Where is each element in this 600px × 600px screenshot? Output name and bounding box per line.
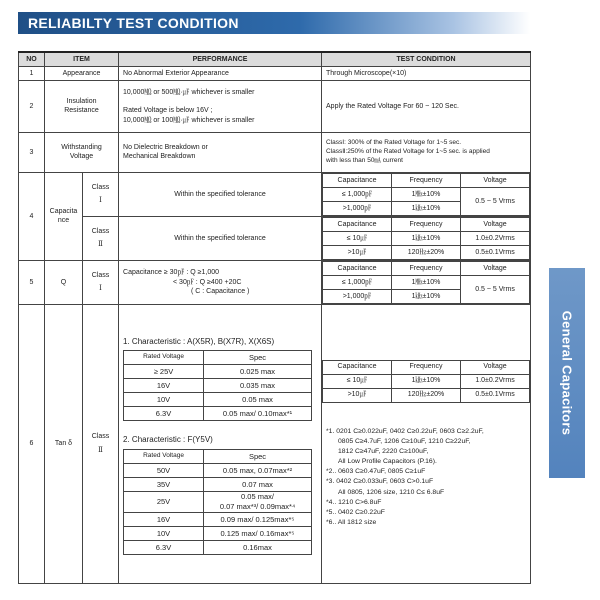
footnote: 1812 C≥47uF, 2220 C≥100uF, xyxy=(338,447,429,455)
class-label xyxy=(83,216,119,260)
spec-value: 0.09 max/ 0.125max*⁵ xyxy=(204,513,312,527)
spec-rated-voltage: 50V xyxy=(124,464,204,478)
class-number: Ⅰ xyxy=(99,196,102,205)
sub-cell: ≤ 1,000㎊ xyxy=(323,275,392,289)
spec-value: 0.035 max xyxy=(204,379,312,393)
footnote: *3. 0402 C≥0.033uF, 0603 C>0.1uF xyxy=(326,478,434,486)
row-no: 4 xyxy=(19,172,45,260)
performance-line: Rated Voltage is below 16V ; xyxy=(123,107,213,115)
sub-cell: 1㎑±10% xyxy=(392,231,461,245)
sub-header: Voltage xyxy=(461,261,530,275)
spec-value-line: 0.07 max*³/ 0.09max*⁴ xyxy=(219,502,296,512)
sub-cell: >1,000㎊ xyxy=(323,289,392,303)
test-line: ClassⅡ:250% of the Rated Voltage for 1~5 sec. is applied xyxy=(326,148,490,156)
performance-line: Capacitance ≥ 30㎊ : Q ≥1,000 xyxy=(123,269,220,277)
row-performance xyxy=(119,260,322,304)
spec-value xyxy=(204,492,312,513)
sub-cell: 1㎑±10% xyxy=(392,201,461,215)
row-test-condition: Apply the Rated Voltage For 60 ~ 120 Sec. xyxy=(322,80,531,132)
footnote: *6.. All 1812 size xyxy=(326,519,377,527)
sub-cell: >10㎌ xyxy=(323,245,392,259)
sub-cell: >10㎌ xyxy=(323,388,392,402)
table-row xyxy=(19,80,531,132)
row-item xyxy=(45,172,83,260)
footnotes xyxy=(322,427,530,529)
footnote: *4.. 1210 C>6.8uF xyxy=(326,498,382,506)
spec-rated-voltage: 10V xyxy=(124,393,204,407)
side-tab[interactable] xyxy=(549,268,585,478)
sub-header: Frequency xyxy=(392,173,461,187)
test-sub-table xyxy=(322,360,530,403)
row-test-condition xyxy=(322,172,531,216)
sub-cell: ≤ 10㎌ xyxy=(323,374,392,388)
test-line: with less than 50㎃ current xyxy=(326,156,403,164)
performance-line: Mechanical Breakdown xyxy=(123,153,196,161)
table-row xyxy=(19,304,531,583)
spec-header-rated-voltage: Rated Voltage xyxy=(124,351,204,365)
class-label xyxy=(83,260,119,304)
page-title: RELIABILTY TEST CONDITION xyxy=(28,15,239,31)
sub-cell: 120㎐±20% xyxy=(392,388,461,402)
row-test-condition xyxy=(322,260,531,304)
col-header-performance: PERFORMANCE xyxy=(119,52,322,66)
class-word: Class xyxy=(91,433,110,441)
sub-header: Voltage xyxy=(461,360,530,374)
row-performance: No Abnormal Exterior Appearance xyxy=(119,66,322,80)
row-item: Appearance xyxy=(45,66,119,80)
performance-line: < 30㎊ : Q ≥400 +20C xyxy=(173,278,242,286)
class-number: Ⅱ xyxy=(98,445,103,454)
row-performance: Within the specified tolerance xyxy=(119,172,322,216)
item-line: Insulation xyxy=(66,98,97,105)
sub-cell: 0.5 ~ 5 Vrms xyxy=(461,275,530,303)
row-no: 1 xyxy=(19,66,45,80)
spec-rated-voltage: 16V xyxy=(124,379,204,393)
table-row xyxy=(19,132,531,172)
characteristic-title: 1. Characteristic : A(X5R), B(X7R), X(X6S) xyxy=(123,336,275,346)
spec-rated-voltage: 6.3V xyxy=(124,541,204,555)
col-header-test-condition: TEST CONDITION xyxy=(322,52,531,66)
item-line: Withstanding xyxy=(61,144,102,151)
sub-header: Frequency xyxy=(392,217,461,231)
test-sub-table xyxy=(322,261,530,304)
sub-header: Frequency xyxy=(392,261,461,275)
row-no: 2 xyxy=(19,80,45,132)
row-item xyxy=(45,132,119,172)
row-test-condition xyxy=(322,132,531,172)
side-tab-label: General Capacitors xyxy=(559,310,575,436)
class-label xyxy=(83,172,119,216)
row-no: 3 xyxy=(19,132,45,172)
performance-line: 10,000㏁ or 500㏁·㎌ whichever is smaller xyxy=(123,88,255,96)
spec-value-line: 0.05 max/ xyxy=(241,492,274,502)
section-header-bar xyxy=(18,12,530,34)
col-header-item: ITEM xyxy=(45,52,119,66)
sub-cell: 120㎐±20% xyxy=(392,245,461,259)
sub-cell: 1.0±0.2Vrms xyxy=(461,374,530,388)
spec-value: 0.16max xyxy=(204,541,312,555)
test-sub-table xyxy=(322,173,530,216)
spec-value: 0.07 max xyxy=(204,478,312,492)
performance-line: ( C : Capacitance ) xyxy=(191,288,250,296)
footnote: 0805 C≥4.7uF, 1206 C≥10uF, 1210 C≥22uF, xyxy=(338,437,471,445)
sub-header: Voltage xyxy=(461,173,530,187)
spec-rated-voltage: 25V xyxy=(124,492,204,513)
sub-cell: 0.5±0.1Vrms xyxy=(461,388,530,402)
sub-header: Capacitance xyxy=(323,360,392,374)
row-no: 5 xyxy=(19,260,45,304)
col-header-no: NO xyxy=(19,52,45,66)
row-performance: Within the specified tolerance xyxy=(119,216,322,260)
spec-value: 0.025 max xyxy=(204,365,312,379)
sub-cell: ≤ 1,000㎊ xyxy=(323,187,392,201)
item-line: Resistance xyxy=(64,107,99,115)
table-row xyxy=(19,66,531,80)
row-item xyxy=(45,80,119,132)
spec-rated-voltage: 35V xyxy=(124,478,204,492)
spec-value: 0.05 max/ 0.10max*¹ xyxy=(204,407,312,421)
spec-value: 0.125 max/ 0.16max*⁵ xyxy=(204,527,312,541)
table-header-row xyxy=(19,52,531,66)
row-test-condition xyxy=(322,304,531,583)
sub-cell: >1,000㎊ xyxy=(323,201,392,215)
sub-cell: 1㎒±10% xyxy=(392,275,461,289)
reliability-table xyxy=(18,51,531,584)
performance-line: 10,000㏁ or 100㏁·㎌ whichever is smaller xyxy=(123,116,255,124)
sub-header: Frequency xyxy=(392,360,461,374)
row-item: Tan δ xyxy=(45,304,83,583)
spec-rated-voltage: 16V xyxy=(124,513,204,527)
characteristic-title: 2. Characteristic : F(Y5V) xyxy=(123,435,213,445)
row-no: 6 xyxy=(19,304,45,583)
table-row xyxy=(19,260,531,304)
spec-header-rated-voltage: Rated Voltage xyxy=(124,450,204,464)
item-line: nce xyxy=(57,217,70,225)
footnote: *5.. 0402 C≥0.22uF xyxy=(326,509,385,517)
footnote: All 0805, 1206 size, 1210 C≤ 6.8uF xyxy=(338,488,445,496)
sub-header: Capacitance xyxy=(323,173,392,187)
footnote: All Low Profile Capacitors (P.16). xyxy=(338,458,437,466)
sub-cell: 1.0±0.2Vrms xyxy=(461,231,530,245)
footnote: *1. 0201 C≥0.022uF, 0402 C≥0.22uF, 0603 C≥2.2uF, xyxy=(326,427,484,435)
sub-cell: 1㎑±10% xyxy=(392,289,461,303)
sub-header: Capacitance xyxy=(323,261,392,275)
spec-rated-voltage: 6.3V xyxy=(124,407,204,421)
row-performance xyxy=(119,132,322,172)
row-item: Q xyxy=(45,260,83,304)
footnote: *2.. 0603 C≥0.47uF, 0805 C≥1uF xyxy=(326,468,426,476)
sub-cell: ≤ 10㎌ xyxy=(323,231,392,245)
sub-header: Voltage xyxy=(461,217,530,231)
item-line: Capacita xyxy=(49,208,78,215)
sub-cell: 0.5±0.1Vrms xyxy=(461,245,530,259)
spec-rated-voltage: ≥ 25V xyxy=(124,365,204,379)
row-test-condition: Through Microscope(×10) xyxy=(322,66,531,80)
class-number: Ⅰ xyxy=(99,284,102,293)
class-number: Ⅱ xyxy=(98,240,103,249)
spec-header-spec: Spec xyxy=(204,450,312,464)
spec-value: 0.05 max, 0.07max*² xyxy=(204,464,312,478)
class-label xyxy=(83,304,119,583)
spec-header-spec: Spec xyxy=(204,351,312,365)
class-word: Class xyxy=(91,183,110,191)
spec-rated-voltage: 10V xyxy=(124,527,204,541)
sub-header: Capacitance xyxy=(323,217,392,231)
row-performance xyxy=(119,304,322,583)
table-row xyxy=(19,172,531,216)
spec-value: 0.05 max xyxy=(204,393,312,407)
class-word: Class xyxy=(91,271,110,279)
sub-cell: 0.5 ~ 5 Vrms xyxy=(461,187,530,215)
test-sub-table xyxy=(322,217,530,260)
item-line: Voltage xyxy=(69,153,94,161)
class-word: Class xyxy=(91,227,110,235)
performance-line: No Dielectric Breakdown or xyxy=(123,144,208,151)
table-row xyxy=(19,216,531,260)
spec-table-1 xyxy=(123,350,312,421)
sub-cell: 1㎒±10% xyxy=(392,187,461,201)
sub-cell: 1㎑±10% xyxy=(392,374,461,388)
row-test-condition xyxy=(322,216,531,260)
test-line: ClassⅠ: 300% of the Rated Voltage for 1~5 sec. xyxy=(326,139,462,147)
row-performance xyxy=(119,80,322,132)
spec-table-2 xyxy=(123,449,312,555)
